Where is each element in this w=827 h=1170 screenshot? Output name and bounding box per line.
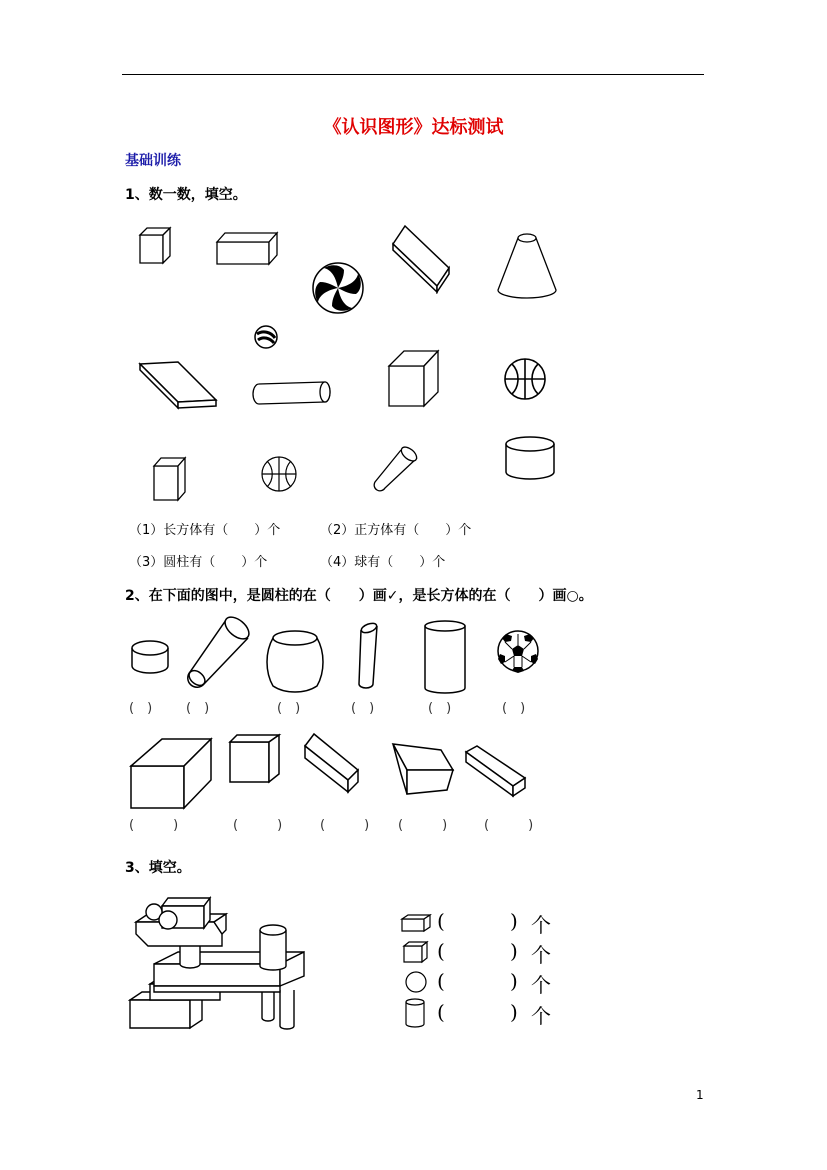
q3-close-paren-2: )	[510, 939, 518, 963]
legend-ball-icon	[403, 969, 429, 995]
q3-unit-4: 个	[531, 1004, 551, 1028]
page-number: 1	[696, 1088, 704, 1102]
q3-close-paren-1: )	[510, 909, 518, 933]
q3-close-paren-3: )	[510, 969, 518, 993]
small-ball-shape	[253, 324, 279, 350]
question-2-text-b: ，是长方体的在（ ）画	[398, 588, 567, 604]
answer-paren-10[interactable]: ( )	[398, 818, 448, 833]
check-mark-icon: ✓	[386, 588, 399, 604]
barrel-shape	[265, 628, 325, 694]
answer-paren-6[interactable]: ( )	[502, 701, 526, 716]
slanted-bar-shape	[302, 730, 360, 794]
short-cylinder-shape	[503, 434, 557, 482]
legend-cuboid-icon	[400, 913, 434, 933]
block-structure-figure	[128, 892, 324, 1032]
q3-open-paren-4[interactable]: (	[437, 1000, 445, 1024]
fill-cylinder-count: （3）圆柱有（ ）个	[129, 555, 268, 570]
header-rule	[122, 74, 704, 75]
basketball-shape	[502, 356, 548, 402]
answer-paren-7[interactable]: ( )	[129, 818, 179, 833]
section-label: 基础训练	[125, 153, 181, 169]
question-1-label: 1、数一数，填空。	[125, 187, 247, 203]
tall-cuboid-shape	[152, 456, 188, 502]
ball-shape	[259, 454, 299, 494]
fill-cube-count: （2）正方体有（ ）个	[320, 523, 472, 538]
disc-cylinder-shape	[129, 638, 171, 678]
cone-frustum-shape	[494, 228, 560, 302]
skewed-cuboid-shape	[389, 740, 457, 796]
flat-cuboid-shape	[215, 230, 279, 266]
q3-unit-2: 个	[531, 943, 551, 967]
answer-paren-1[interactable]: ( )	[129, 701, 153, 716]
large-cuboid-shape	[128, 736, 214, 810]
fill-cuboid-count: （1）长方体有（ ）个	[129, 523, 281, 538]
q3-open-paren-3[interactable]: (	[437, 969, 445, 993]
answer-paren-2[interactable]: ( )	[186, 701, 210, 716]
long-bar-shape	[463, 744, 527, 798]
question-2-text-a: 2、在下面的图中，是圆柱的在（ ）画	[125, 588, 387, 604]
fill-ball-count: （4）球有（ ）个	[320, 555, 446, 570]
answer-paren-4[interactable]: ( )	[351, 701, 375, 716]
question-3-label: 3、填空。	[125, 860, 191, 876]
q2-cube-shape	[227, 732, 283, 784]
slanted-cylinder-shape	[355, 620, 381, 692]
answer-paren-11[interactable]: ( )	[484, 818, 534, 833]
question-2-label	[125, 585, 593, 605]
long-cylinder-shape	[249, 378, 335, 408]
answer-paren-9[interactable]: ( )	[320, 818, 370, 833]
answer-paren-5[interactable]: ( )	[428, 701, 452, 716]
q3-open-paren-2[interactable]: (	[437, 939, 445, 963]
soccer-ball-shape	[495, 628, 541, 674]
small-cube-shape	[138, 226, 174, 266]
q3-unit-3: 个	[531, 973, 551, 997]
q3-open-paren-1[interactable]: (	[437, 909, 445, 933]
tilted-cylinder-shape	[186, 616, 254, 690]
slab-cuboid-shape	[136, 358, 220, 412]
page-title: 《认识图形》达标测试	[323, 117, 504, 138]
answer-paren-8[interactable]: ( )	[233, 818, 283, 833]
legend-cube-icon	[402, 940, 430, 964]
legend-cylinder-icon	[403, 996, 427, 1030]
answer-paren-3[interactable]: ( )	[277, 701, 301, 716]
diagonal-cylinder-shape	[371, 446, 421, 492]
tilted-cuboid-shape	[390, 222, 452, 294]
swirl-ball-shape	[310, 260, 366, 316]
q3-unit-1: 个	[531, 913, 551, 937]
circle-mark-icon: ○	[566, 588, 579, 604]
q3-close-paren-4: )	[510, 1000, 518, 1024]
tall-cylinder-shape	[422, 618, 468, 696]
question-2-text-end: 。	[578, 588, 593, 604]
cube-shape	[386, 348, 440, 410]
